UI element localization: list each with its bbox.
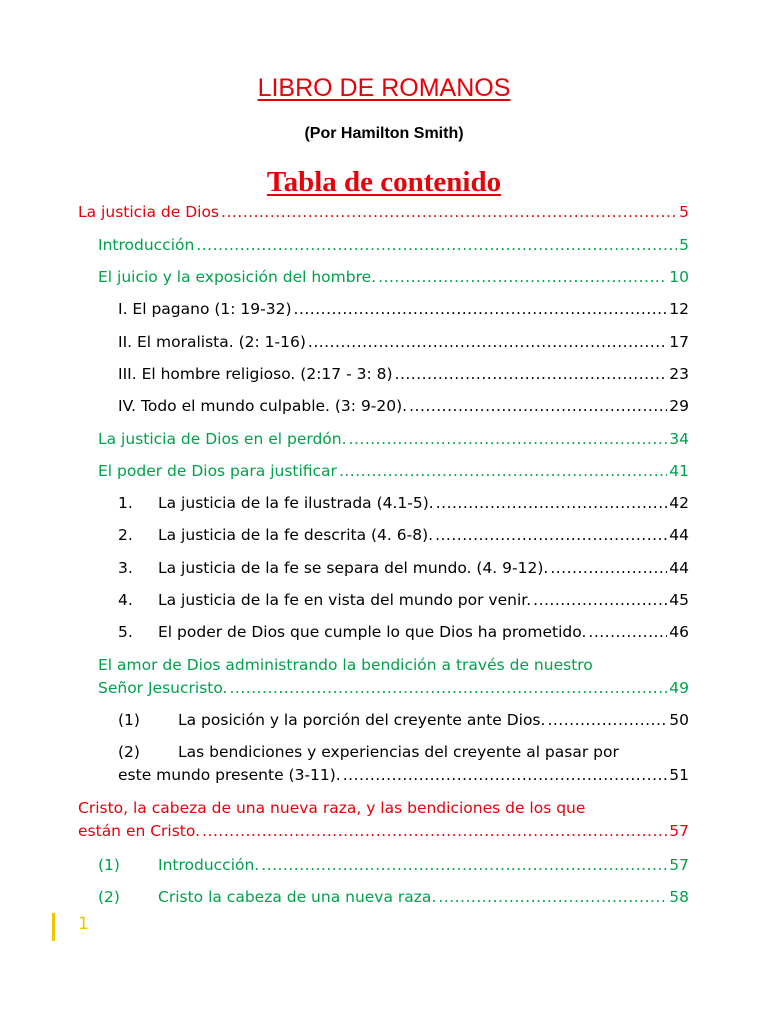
toc-heading: Tabla de contenido [266, 166, 502, 198]
footer-divider [52, 913, 55, 941]
toc-entry[interactable]: Introducción ..... 5 [98, 234, 689, 257]
toc-entry[interactable]: La justicia de Dios en el perdón. ..... 34 [98, 428, 689, 451]
toc-entry[interactable]: 5. El poder de Dios que cumple lo que Dios ha prometido. ..... 46 [118, 621, 689, 644]
toc-entry[interactable]: 3. La justicia de la fe se separa del mundo. (4. 9-12). ..... 44 [118, 557, 689, 580]
document-author: (Por Hamilton Smith) [304, 125, 464, 142]
toc-entry[interactable]: (1) La posición y la porción del creyente ante Dios. ..... 50 [118, 709, 689, 732]
document-title: LIBRO DE ROMANOS [257, 74, 511, 102]
toc-entry[interactable]: I. El pagano (1: 19-32) ..... 12 [118, 298, 689, 321]
toc-entry[interactable]: El amor de Dios administrando la bendición a través de nuestro Señor Jesucristo. ..... 49 [98, 654, 689, 700]
toc-entry[interactable]: 4. La justicia de la fe en vista del mundo por venir. ..... 45 [118, 589, 689, 612]
toc-entry[interactable]: 2. La justicia de la fe descrita (4. 6-8). ..... 44 [118, 524, 689, 547]
toc-entry[interactable]: Cristo, la cabeza de una nueva raza, y las bendiciones de los que están en Cristo. ..... 57 [78, 797, 689, 843]
toc-entry[interactable]: 1. La justicia de la fe ilustrada (4.1-5). ..... 42 [118, 492, 689, 515]
toc-entry[interactable]: (2) Las bendiciones y experiencias del creyente al pasar por este mundo presente (3-11). ..... 51 [118, 741, 689, 787]
toc-entry[interactable]: (1) Introducción. ..... 57 [98, 854, 689, 877]
toc-entry[interactable]: (2) Cristo la cabeza de una nueva raza. ..... 58 [98, 886, 689, 909]
toc-entry[interactable]: El juicio y la exposición del hombre. ..... 10 [98, 266, 689, 289]
toc-entry[interactable]: El poder de Dios para justificar ..... 41 [98, 460, 689, 483]
toc-entry[interactable]: III. El hombre religioso. (2:17 - 3: 8) ..... 23 [118, 363, 689, 386]
toc-entry[interactable]: IV. Todo el mundo culpable. (3: 9-20). ..... 29 [118, 395, 689, 418]
toc-entry[interactable]: La justicia de Dios ..... 5 [78, 201, 689, 224]
page-number: 1 [78, 914, 89, 934]
toc-entry[interactable]: II. El moralista. (2: 1-16) ..... 17 [118, 331, 689, 354]
